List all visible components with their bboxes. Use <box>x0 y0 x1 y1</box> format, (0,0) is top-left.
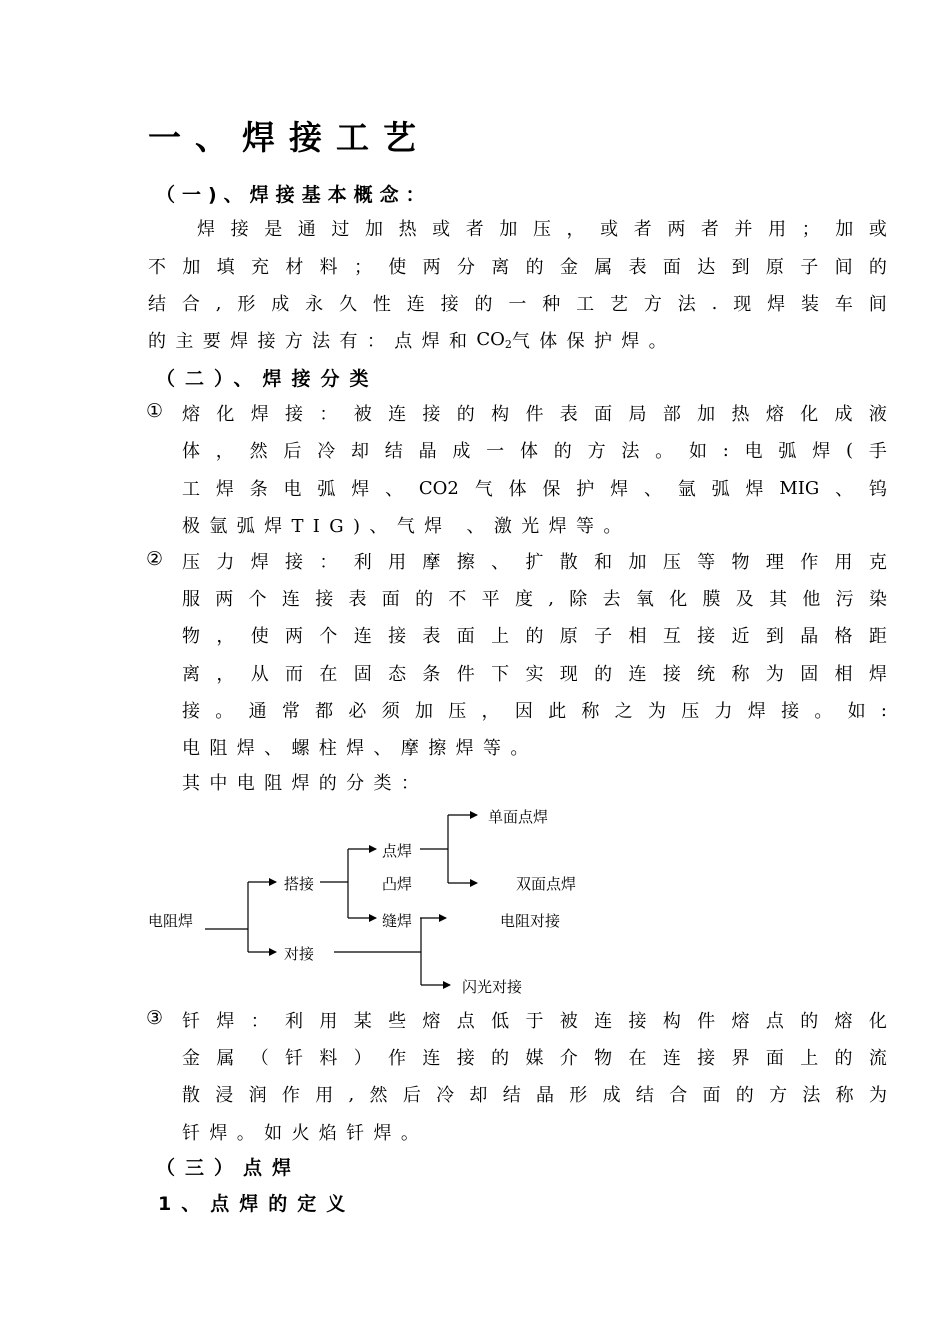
line-text: 的主要焊接方法有：点焊和 <box>148 331 477 352</box>
line-text: 气体保护焊。 <box>511 331 677 352</box>
diagram-node-seam: 缝焊 <box>382 912 413 930</box>
item-line: 极氩弧焊TIG)、气焊 、激光焊等。 <box>182 516 631 537</box>
item-line: 钎焊。如火焰钎焊。 <box>182 1123 429 1144</box>
paragraph-line: 结 合 , 形 成 永 久 性 连 接 的 一 种 工 艺 方 法 . 现 焊 装 车 间 <box>148 292 887 315</box>
item-3-marker: ③ <box>146 1007 164 1029</box>
item-line: 工 焊 条 电 弧 焊 、 CO2 气 体 保 护 焊 、 氩 弧 焊 MIG 、 钨 <box>182 477 887 500</box>
item-line: 熔 化 焊 接 ： 被 连 接 的 构 件 表 面 局 部 加 热 熔 化 成 液 <box>182 404 887 425</box>
section-2-title: （二）、焊接分类 <box>156 368 379 390</box>
item-line: 离 ， 从 而 在 固 态 条 件 下 实 现 的 连 接 统 称 为 固 相 焊 <box>182 664 887 685</box>
diagram-node-single-spot: 单面点焊 <box>488 808 549 826</box>
item-line: 服 两 个 连 接 表 面 的 不 平 度 , 除 去 氧 化 膜 及 其 他 污 染 <box>182 587 887 610</box>
diagram-node-spot: 点焊 <box>382 842 413 860</box>
diagram-node-projection: 凸焊 <box>382 875 413 893</box>
item-line: 压 力 焊 接 ： 利 用 摩 擦 、 扩 散 和 加 压 等 物 理 作 用 克 <box>182 552 887 573</box>
paragraph-line: 焊 接 是 通 过 加 热 或 者 加 压 ， 或 者 两 者 并 用 ； 加 或 <box>197 219 887 240</box>
item-1-marker: ① <box>146 400 164 422</box>
item-line: 体 ， 然 后 冷 却 结 晶 成 一 体 的 方 法 。 如 : 电 弧 焊 ( 手 <box>182 439 887 462</box>
section-3-subtitle: 1、点焊的定义 <box>158 1193 356 1215</box>
section-3-title: （三）点焊 <box>156 1157 302 1179</box>
diagram-node-resistance-butt: 电阻对接 <box>500 912 561 930</box>
diagram-node-lap: 搭接 <box>284 875 315 893</box>
paragraph-line: 不 加 填 充 材 料 ； 使 两 分 离 的 金 属 表 面 达 到 原 子 间 的 <box>148 257 887 278</box>
item-line: 金 属 （ 钎 料 ） 作 连 接 的 媒 介 物 在 连 接 界 面 上 的 流 <box>182 1048 887 1069</box>
item-line: 物 ， 使 两 个 连 接 表 面 上 的 原 子 相 互 接 近 到 晶 格 距 <box>182 626 887 647</box>
main-heading: 一、焊接工艺 <box>148 118 430 157</box>
item-2-marker: ② <box>146 548 164 570</box>
item-line: 电阻焊、螺柱焊、摩擦焊等。 <box>182 738 538 759</box>
diagram-node-double-spot: 双面点焊 <box>516 875 577 893</box>
diagram-node-butt: 对接 <box>284 945 315 963</box>
item-line: 钎 焊 ： 利 用 某 些 熔 点 低 于 被 连 接 构 件 熔 点 的 熔 化 <box>182 1011 887 1032</box>
item-line: 散 浸 润 作 用 , 然 后 冷 却 结 晶 形 成 结 合 面 的 方 法 称 为 <box>182 1083 887 1106</box>
section-1-title: （一)、焊接基本概念： <box>156 184 432 206</box>
diagram-node-flash-butt: 闪光对接 <box>462 978 523 996</box>
item-subheading: 其中电阻焊的分类： <box>182 773 429 794</box>
item-line: 接 。 通 常 都 必 须 加 压 ， 因 此 称 之 为 压 力 焊 接 。 如 : <box>182 699 887 722</box>
co2-text: $CO_2$ <box>476 329 512 351</box>
diagram-node-root: 电阻焊 <box>148 912 194 930</box>
